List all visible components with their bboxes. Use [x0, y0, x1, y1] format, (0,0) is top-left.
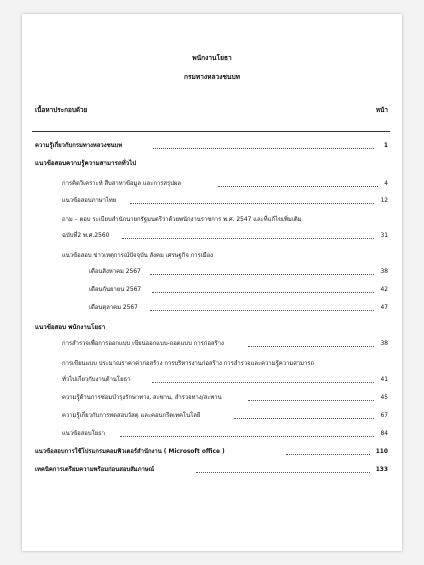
dot-leader	[150, 304, 374, 311]
toc-entry-regulation-line1: ถาม – ตอบ ระเบียบสำนักนายกรัฐมนตรีว่าด้วยพนักงานราชการ พ.ศ. 2547 และที่แก้ไขเพิ่มเติม	[62, 217, 302, 223]
page-subtitle: กรมทางหลวงชนบท	[184, 73, 240, 81]
toc-entry-drafting-line1: การเขียนแบบ ประมาณราคาค่าก่อสร้าง การบริหารงานก่อสร้าง การสำรวจและความรู้ความสามารถ	[62, 361, 315, 367]
header-divider	[32, 131, 390, 132]
page-column-heading: หน้า	[375, 106, 388, 114]
toc-page-number: 12	[380, 198, 388, 204]
dot-leader	[122, 232, 374, 239]
dot-leader	[150, 268, 374, 275]
toc-entry-label: เดือนตุลาคม 2567	[89, 305, 138, 311]
dot-leader	[234, 412, 374, 419]
dot-leader	[248, 394, 374, 401]
toc-entry-label: ความรู้ด้านการซ่อมบำรุงรักษาทาง, สะพาน, สำรวจทาง/สะพาน	[62, 395, 222, 401]
toc-entry-label: แนวข้อสอบภาษาไทย	[62, 198, 117, 204]
dot-leader	[196, 466, 370, 473]
toc-entry-label: เดือนกันยายน 2567	[89, 287, 142, 293]
toc-entry-current-events: แนวข้อสอบ ข่าวเหตุการณ์ปัจจุบัน สังคม เศรษฐกิจ การเมือง	[62, 253, 214, 259]
dot-leader	[218, 180, 378, 187]
toc-page-number: 38	[380, 269, 388, 275]
toc-entry-label: เทคนิคการเตรียมความพร้อมก่อนสอบสัมภาษณ์	[35, 467, 155, 473]
dot-leader	[153, 142, 374, 149]
toc-entry-label: ความรู้เกี่ยวกับกรมทางหลวงชนบท	[35, 143, 123, 149]
toc-page-number: 42	[380, 287, 388, 293]
toc-page-number: 45	[380, 395, 388, 401]
section-general-ability: แนวข้อสอบความรู้ความสามารถทั่วไป	[35, 160, 137, 167]
toc-page-number: 110	[375, 449, 388, 455]
dot-leader	[152, 286, 374, 293]
document-page	[22, 14, 402, 551]
section-civil-works: แนวข้อสอบ พนักงานโยธา	[35, 324, 106, 331]
toc-entry-label: เดือนสิงหาคม 2567	[89, 269, 141, 275]
toc-page-number: 41	[380, 377, 388, 383]
toc-page-number: 38	[380, 341, 388, 347]
contents-heading: เนื้อหาประกอบด้วย	[35, 106, 88, 114]
dot-leader	[120, 430, 374, 437]
toc-page-number: 31	[380, 233, 388, 239]
page-title: พนักงานโยธา	[192, 54, 232, 62]
dot-leader	[152, 376, 374, 383]
dot-leader	[130, 197, 374, 204]
toc-page-number: 1	[383, 143, 388, 149]
dot-leader	[286, 448, 370, 455]
toc-entry-label: ฉบับที่2 พ.ศ.2560	[62, 233, 110, 239]
toc-entry-label: แนวข้อสอบโยธา	[62, 431, 106, 437]
toc-entry-label: การสำรวจเพื่อการออกแบบ เขียนออกแบบ-ถอดแบบ การก่อสร้าง	[62, 341, 224, 347]
toc-entry-label: ความรู้เกี่ยวกับการทดสอบวัสดุ และคอนกรีตเทคโนโลยี	[62, 413, 201, 419]
toc-page-number: 133	[375, 467, 388, 473]
toc-page-number: 67	[380, 413, 388, 419]
toc-page-number: 84	[380, 431, 388, 437]
toc-page-number: 4	[384, 181, 388, 187]
toc-entry-label: การคิดวิเคราะห์ สืบสาหาข้อมูล และการสรุปผล	[62, 181, 181, 187]
toc-entry-label: แนวข้อสอบการใช้โปรแกรมคอมพิวเตอร์สำนักงาน ( Microsoft office )	[35, 449, 225, 455]
dot-leader	[248, 340, 374, 347]
toc-entry-label: ทั่วไปเกี่ยวกับงานด้านโยธา	[62, 377, 131, 383]
toc-page-number: 47	[380, 305, 388, 311]
